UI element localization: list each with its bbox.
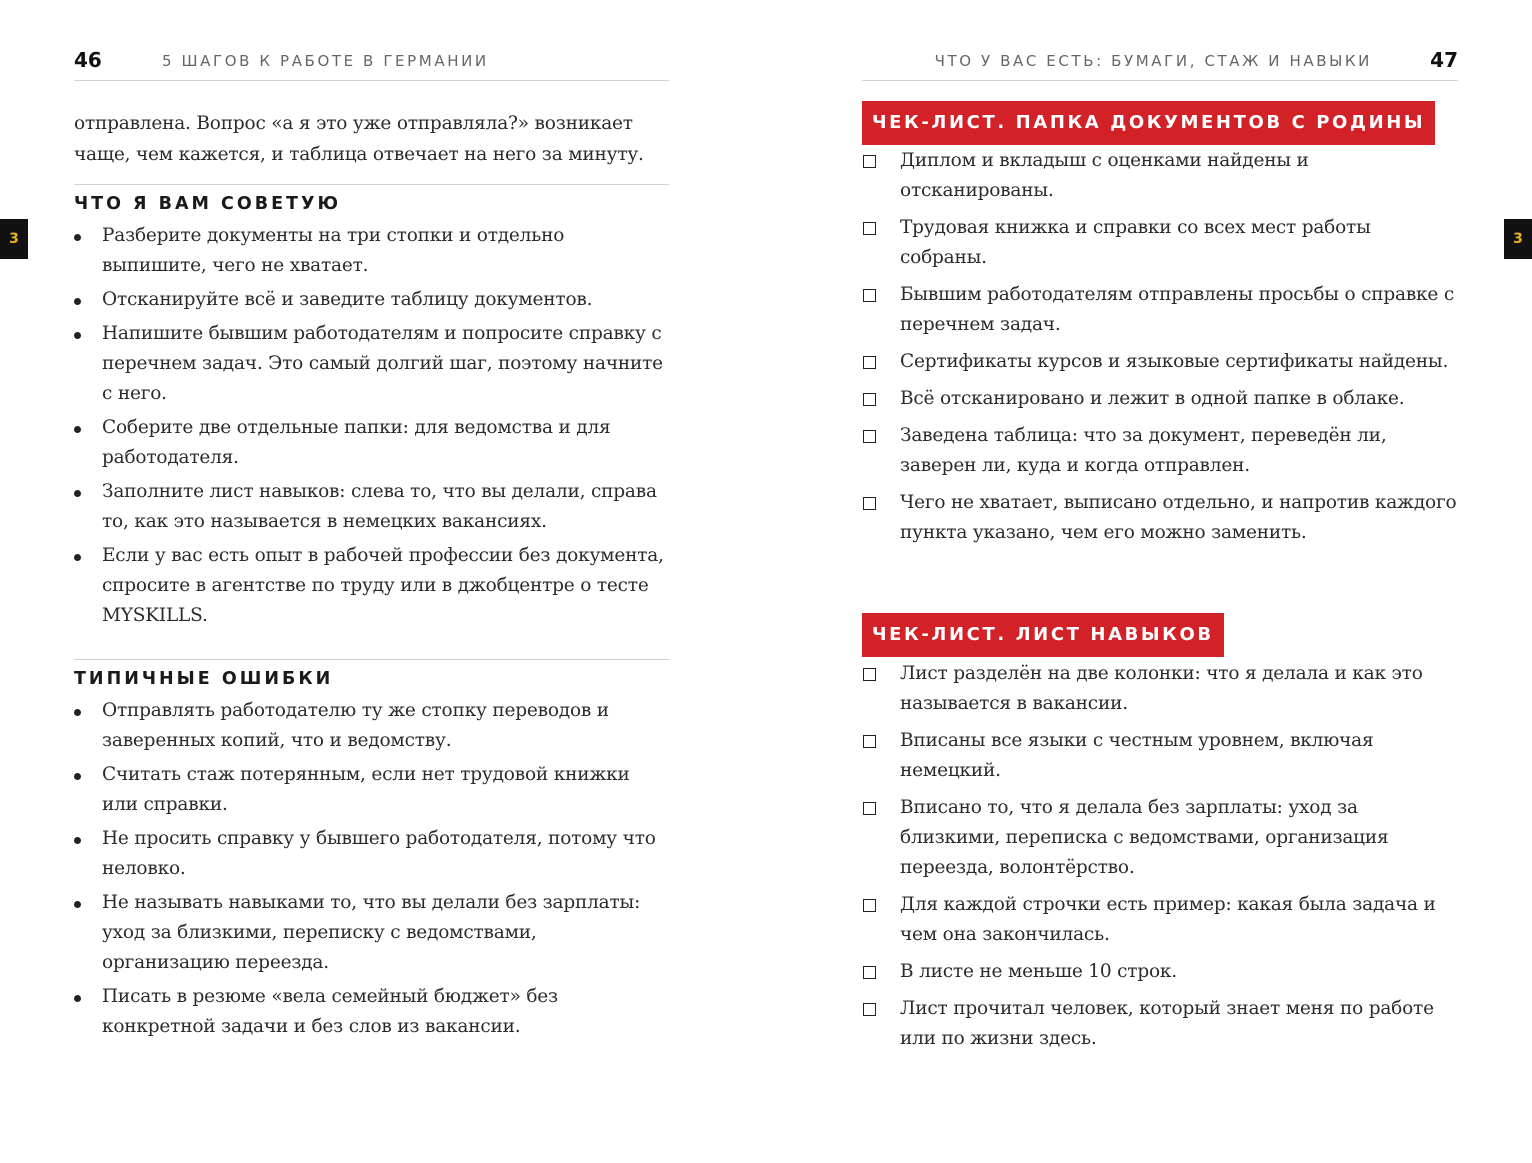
checklist-skills-title: ЧЕК-ЛИСТ. ЛИСТ НАВЫКОВ <box>862 613 1224 657</box>
bullet-icon <box>74 837 81 844</box>
running-title: 5 ШАГОВ К РАБОТЕ В ГЕРМАНИИ <box>162 52 489 70</box>
running-title: ЧТО У ВАС ЕСТЬ: БУМАГИ, СТАЖ И НАВЫКИ <box>934 52 1372 70</box>
checklist-item: Сертификаты курсов и языковые сертификаты найдены. <box>862 347 1462 377</box>
bullet-icon <box>74 332 81 339</box>
list-item: Отсканируйте всё и заведите таблицу документов. <box>74 285 669 315</box>
mistakes-title: ТИПИЧНЫЕ ОШИБКИ <box>74 669 334 689</box>
checkbox-icon <box>863 735 876 748</box>
checklist-item: Всё отсканировано и лежит в одной папке в облаке. <box>862 384 1462 414</box>
checkbox-icon <box>863 222 876 235</box>
checklist-item: Лист прочитал человек, который знает меня по работе или по жизни здесь. <box>862 994 1462 1054</box>
checkbox-icon <box>863 899 876 912</box>
advice-title: ЧТО Я ВАМ СОВЕТУЮ <box>74 194 341 214</box>
list-item: Писать в резюме «вела семейный бюджет» без конкретной задачи и без слов из вакансии. <box>74 982 669 1042</box>
advice-section <box>74 184 669 631</box>
list-item: Разберите документы на три стопки и отдельно выпишите, чего не хватает. <box>74 221 669 281</box>
page-number: 47 <box>1430 48 1458 72</box>
checklist-item: Для каждой строчки есть пример: какая была задача и чем она закончилась. <box>862 890 1462 950</box>
advice-list <box>74 221 669 631</box>
bullet-icon <box>74 234 81 241</box>
checkbox-icon <box>863 289 876 302</box>
checklist-item: В листе не меньше 10 строк. <box>862 957 1462 987</box>
checkbox-icon <box>863 497 876 510</box>
checklist-item: Бывшим работодателям отправлены просьбы о справке с перечнем задач. <box>862 280 1462 340</box>
list-item: Соберите две отдельные папки: для ведомства и для работодателя. <box>74 413 669 473</box>
checkbox-icon <box>863 1003 876 1016</box>
bullet-icon <box>74 554 81 561</box>
list-item: Считать стаж потерянным, если нет трудовой книжки или справки. <box>74 760 669 820</box>
checkbox-icon <box>863 393 876 406</box>
checkbox-icon <box>863 802 876 815</box>
page-number: 46 <box>74 48 102 72</box>
list-item: Не называть навыками то, что вы делали без зарплаты: уход за близкими, переписку с ведомствами, организацию переезда. <box>74 888 669 978</box>
checklist-item: Вписано то, что я делала без зарплаты: уход за близкими, переписка с ведомствами, организация переезда, волонтёрство. <box>862 793 1462 883</box>
intro-paragraph: отправлена. Вопрос «а я это уже отправляла?» возникает чаще, чем кажется, и таблица отвечает на него за минуту. <box>74 113 644 165</box>
list-item: Отправлять работодателю ту же стопку переводов и заверенных копий, что и ведомству. <box>74 696 669 756</box>
running-header-left <box>74 44 669 81</box>
checkbox-icon <box>863 430 876 443</box>
bullet-icon <box>74 298 81 305</box>
bullet-icon <box>74 709 81 716</box>
left-column <box>74 108 669 1046</box>
chapter-tab: 3 <box>1504 219 1532 259</box>
checklist-item: Заведена таблица: что за документ, переведён ли, заверен ли, куда и когда отправлен. <box>862 421 1462 481</box>
list-item: Если у вас есть опыт в рабочей профессии без документа, спросите в агентстве по труду или в джобцентре о тесте MYSKILLS. <box>74 541 669 631</box>
checklist-item: Чего не хватает, выписано отдельно, и напротив каждого пункта указано, чем его можно заменить. <box>862 488 1462 548</box>
checklist-documents <box>862 146 1462 555</box>
checklist-item: Трудовая книжка и справки со всех мест работы собраны. <box>862 213 1462 273</box>
checklist-item: Лист разделён на две колонки: что я делала и как это называется в вакансии. <box>862 659 1462 719</box>
mistakes-list <box>74 696 669 1042</box>
checklist-documents-title: ЧЕК-ЛИСТ. ПАПКА ДОКУМЕНТОВ С РОДИНЫ <box>862 101 1435 145</box>
bullet-icon <box>74 490 81 497</box>
checklist-skills <box>862 659 1462 1061</box>
bullet-icon <box>74 901 81 908</box>
right-page <box>766 0 1532 1163</box>
checklist-item: Диплом и вкладыш с оценками найдены и отсканированы. <box>862 146 1462 206</box>
mistakes-section <box>74 659 669 1042</box>
checkbox-icon <box>863 668 876 681</box>
list-item: Не просить справку у бывшего работодателя, потому что неловко. <box>74 824 669 884</box>
chapter-tab: 3 <box>0 219 28 259</box>
running-header-right <box>862 44 1458 81</box>
checkbox-icon <box>863 155 876 168</box>
bullet-icon <box>74 773 81 780</box>
bullet-icon <box>74 426 81 433</box>
checkbox-icon <box>863 966 876 979</box>
checkbox-icon <box>863 356 876 369</box>
checklist-item: Вписаны все языки с честным уровнем, включая немецкий. <box>862 726 1462 786</box>
list-item: Напишите бывшим работодателям и попросите справку с перечнем задач. Это самый долгий шаг, поэтому начните с него. <box>74 319 669 409</box>
list-item: Заполните лист навыков: слева то, что вы делали, справа то, как это называется в немецких вакансиях. <box>74 477 669 537</box>
bullet-icon <box>74 995 81 1002</box>
